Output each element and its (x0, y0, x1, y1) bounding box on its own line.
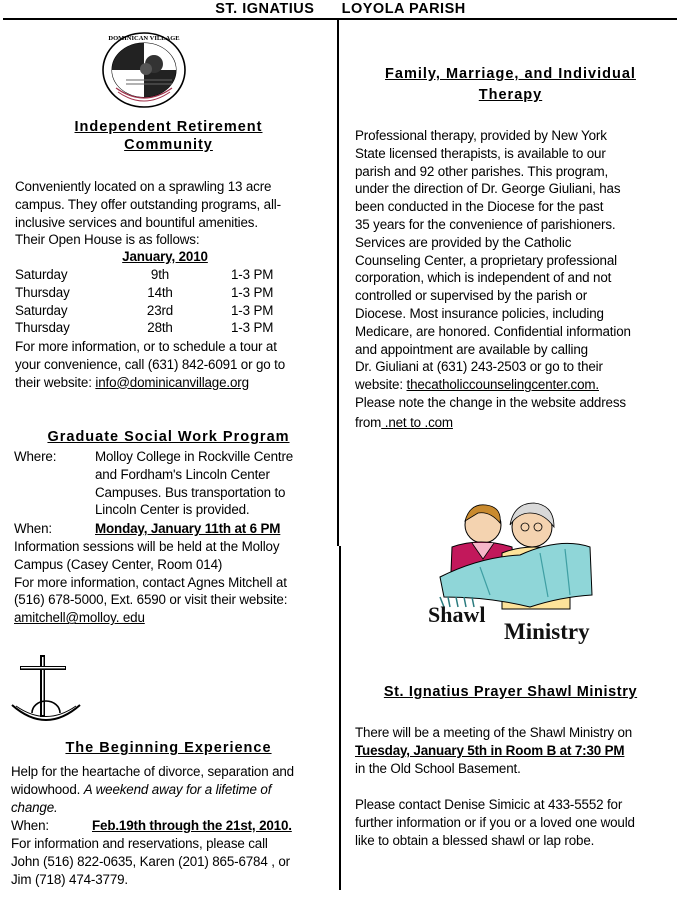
schedule-time: 1-3 PM (231, 302, 274, 318)
dominican-village-email-link[interactable]: info@dominicanvillage.org (95, 374, 249, 390)
domain-change-note: .net to .com (381, 414, 453, 430)
when-label: When: (11, 818, 49, 833)
therapy-description (355, 127, 631, 432)
graduate-social-work-info (14, 538, 287, 627)
text-line (11, 781, 294, 799)
schedule-day: Thursday (15, 284, 70, 300)
shawl-ministry-illustration-icon (420, 497, 610, 645)
text-line: Medicare, are honored. Confidential information (355, 323, 631, 339)
text-plain: widowhood. (11, 781, 84, 797)
shawl-caption: Shawl (428, 602, 486, 627)
text-line: Dr. Giuliani at (631) 243-2503 or go to their (355, 359, 603, 375)
text-line: For more information, contact Agnes Mitchell at (14, 574, 287, 590)
meeting-datetime: Tuesday, January 5th in Room B at 7:30 PM (355, 742, 625, 758)
heading-line: Therapy (478, 87, 543, 103)
text-line: Lincoln Center is provided. (95, 502, 250, 518)
therapy-heading (340, 64, 681, 106)
tagline-end: change. (11, 799, 58, 815)
molloy-email-link[interactable]: amitchell@molloy. edu (14, 610, 145, 626)
text-line: Professional therapy, provided by New York (355, 128, 607, 143)
shawl-ministry-meeting (355, 724, 632, 777)
text-line: Their Open House is as follows: (15, 232, 200, 248)
text-line: Services are provided by the Catholic (355, 234, 572, 250)
schedule-day: Saturday (15, 302, 68, 318)
text-line: There will be a meeting of the Shawl Ministry on (355, 725, 633, 740)
text-line: State licensed therapists, is available to our (355, 145, 606, 161)
text-line: 35 years for the convenience of parishioners. (355, 216, 616, 232)
page-header (0, 0, 681, 20)
website-label: website: (355, 377, 407, 393)
text-line: Diocese. Most insurance policies, including (355, 305, 604, 321)
text-line: Conveniently located on a sprawling 13 acre (15, 179, 272, 194)
text-line: like to obtain a blessed shawl or lap robe. (355, 832, 595, 848)
text-line: Molloy College in Rockville Centre (95, 449, 294, 464)
text-line: For more information, or to schedule a tour at (15, 339, 277, 354)
text-line (355, 376, 631, 394)
dominican-village-logo-icon (100, 30, 188, 110)
beginning-experience-contact (11, 835, 290, 888)
text-line: your convenience, call (631) 842-6091 or go to (15, 356, 286, 372)
schedule-day: Saturday (15, 267, 68, 282)
schedule-row (15, 284, 315, 302)
text-line: Please contact Denise Simicic at 433-5552 for (355, 797, 623, 812)
text-line: (516) 678-5000, Ext. 6590 or visit their website: (14, 592, 288, 608)
website-label: their website: (15, 374, 96, 390)
text-line: inclusive services and bountiful amenities. (15, 214, 258, 230)
beginning-experience-description (11, 763, 294, 816)
text-line: controlled or supervised by the parish or (355, 288, 588, 304)
anchor-cross-logo (10, 653, 82, 725)
text-line: campus. They offer outstanding programs, all- (15, 196, 281, 212)
when-value: Feb.19th through the 21st, 2010. (92, 818, 292, 833)
heading-line: Independent Retirement (74, 119, 263, 135)
text-line: further information or if you or a loved one would (355, 814, 635, 830)
schedule-time: 1-3 PM (231, 320, 274, 336)
independent-retirement-description (15, 178, 281, 249)
schedule-date: 23rd (146, 302, 174, 318)
open-house-schedule (15, 266, 315, 337)
schedule-time: 1-3 PM (231, 284, 274, 300)
text-line: in the Old School Basement. (355, 760, 521, 776)
parish-title: ST. IGNATIUS LOYOLA PARISH (215, 1, 466, 17)
shawl-ministry-heading: St. Ignatius Prayer Shawl Ministry (383, 684, 638, 700)
text-line: Campuses. Bus transportation to (95, 484, 286, 500)
shawl-ministry-contact (355, 796, 635, 849)
independent-retirement-heading (0, 117, 337, 153)
text-line: and Fordham's Lincoln Center (95, 466, 270, 482)
schedule-row (15, 266, 315, 284)
text-line: Campus (Casey Center, Room 014) (14, 556, 223, 572)
independent-retirement-contact (15, 338, 285, 391)
header-divider (3, 18, 677, 20)
where-value (95, 448, 293, 519)
text-line: and appointment are available by calling (355, 341, 588, 357)
ministry-caption: Ministry (504, 619, 590, 644)
where-label: Where: (14, 449, 57, 464)
tagline: A weekend away for a lifetime of (83, 781, 272, 797)
column-divider-top (337, 20, 339, 546)
schedule-date: 28th (147, 320, 173, 336)
text-line: For information and reservations, please call (11, 836, 268, 851)
text-line: under the direction of Dr. George Giuliani, has (355, 181, 621, 197)
anchor-cross-icon (10, 653, 82, 725)
schedule-day: Thursday (15, 320, 70, 336)
text-line: corporation, which is independent of and not (355, 270, 612, 286)
text-line: Help for the heartache of divorce, separation and (11, 764, 294, 779)
svg-text:DOMINICAN VILLAGE: DOMINICAN VILLAGE (108, 35, 180, 42)
text-line (15, 374, 285, 392)
graduate-social-work-heading: Graduate Social Work Program (47, 429, 290, 445)
text-line: Information sessions will be held at the Molloy (14, 539, 280, 554)
schedule-date: 9th (150, 267, 170, 282)
schedule-row (15, 302, 315, 320)
text-line (355, 414, 631, 432)
heading-line: Family, Marriage, and Individual (385, 66, 636, 82)
dominican-village-logo (100, 30, 188, 110)
when-value: Monday, January 11th at 6 PM (95, 521, 281, 536)
text-line: Jim (718) 474-3779. (11, 871, 128, 887)
beginning-experience-heading: The Beginning Experience (65, 740, 272, 756)
text-line: Please note the change in the website address (355, 394, 626, 410)
schedule-time: 1-3 PM (231, 267, 274, 282)
column-divider-bottom (339, 546, 341, 890)
text-line: Counseling Center, a proprietary professional (355, 252, 617, 268)
text-line: John (516) 822-0635, Karen (201) 865-6784 , or (11, 853, 290, 869)
text-line: parish and 92 other parishes. This program, (355, 163, 609, 179)
open-house-month: January, 2010 (122, 249, 208, 264)
schedule-row (15, 319, 315, 337)
shawl-ministry-clipart (420, 497, 610, 645)
schedule-date: 14th (147, 284, 173, 300)
heading-line: Community (124, 136, 213, 153)
text-line: been conducted in the Diocese for the past (355, 199, 604, 215)
when-label: When: (14, 521, 52, 536)
note-prefix: from (355, 414, 382, 430)
counseling-center-website-link[interactable]: thecatholiccounselingcenter.com. (406, 377, 599, 393)
